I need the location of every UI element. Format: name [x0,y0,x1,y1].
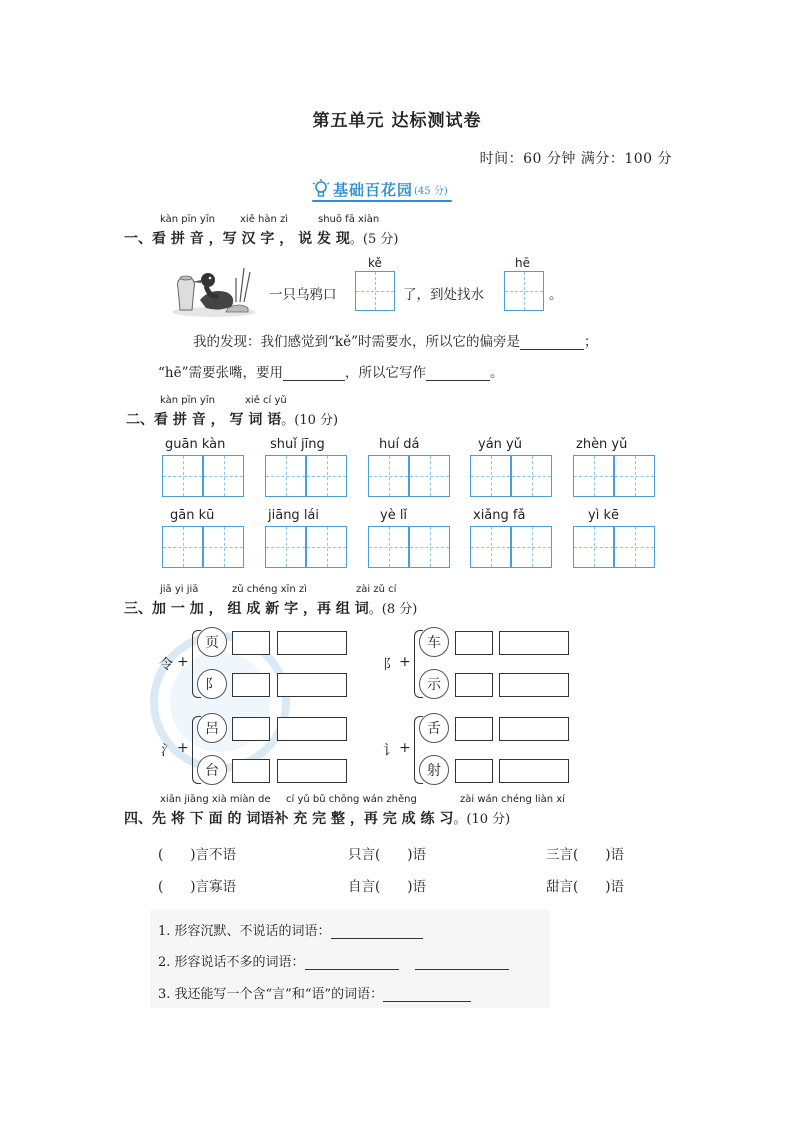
q3-pinyin-1: jiā yi jiā [160,584,199,595]
q1-finding-line-2 [158,361,504,381]
q4-heading [124,808,510,828]
q3-new-char-box[interactable] [232,759,270,783]
q4-idiom-item[interactable]: ( )言寡语 [158,879,237,895]
q1-sentence-b: 了，到处找水 [403,287,484,303]
q1-score: 。(5 分) [349,232,399,247]
banner-title: 基础百花园 [333,180,414,199]
q4-exercise-1-text: 1. 形容沉默、不说话的词语： [158,924,331,939]
q1-pinyin-2: xiě hàn zì [240,214,289,225]
q4-exercise-3-text: 3. 我还能写一个含“言”和“语”的词语： [158,987,384,1002]
q2-word-pinyin: zhèn yǔ [576,437,628,452]
q3-new-char-box[interactable] [232,631,270,655]
q3-text: 加 一 加 ， 组 成 新 字 ，再 组 词 [152,601,369,617]
q2-word-grid[interactable] [265,455,347,497]
q1-pinyin-ke: kě [368,256,382,270]
q3-part-char: 射 [419,755,449,785]
q3-word-box[interactable] [499,673,569,697]
q3-pinyin-2: zǔ chéng xīn zì [232,584,307,595]
q1-finding-2b: ，所以它写作 [345,365,426,381]
lightbulb-icon [312,179,330,199]
page-title: 第五单元 达标测试卷 [312,111,482,131]
q3-new-char-box[interactable] [455,631,493,655]
q3-part-char: 台 [197,755,227,785]
q2-word-pinyin: yè lǐ [380,508,408,523]
section-banner [312,178,448,200]
q3-score: 。(8 分) [368,602,418,617]
q3-new-char-box[interactable] [455,717,493,741]
q3-pinyin-3: zài zǔ cí [356,584,397,595]
q2-text: 看 拼 音 ， 写 词 语 [154,412,282,428]
q1-pinyin-3: shuō fā xiàn [318,214,380,225]
crow-pitcher-illustration [170,258,258,318]
q3-part-char: 阝 [197,669,227,699]
q1-finding-2c: 。 [490,365,504,381]
q2-word-grid[interactable] [162,455,244,497]
q3-word-box[interactable] [499,631,569,655]
q4-pinyin-3: zài wán chéng liàn xí [460,794,565,805]
q1-write-box-ke[interactable] [355,271,395,311]
q3-word-box[interactable] [277,759,347,783]
q3-word-box[interactable] [277,717,347,741]
plus-sign: + [177,654,189,670]
q1-finding-2a: “hē”需要张嘴，要用 [158,365,283,381]
q4-pinyin-2: cí yǔ bǔ chōng wán zhěng [286,794,417,805]
q2-word-grid[interactable] [573,526,655,568]
q1-pinyin-he: hē [515,256,530,270]
q2-heading [126,409,338,429]
q3-part-char: 车 [419,627,449,657]
q1-blank-radical[interactable] [520,335,584,350]
q3-part-char: 呂 [197,713,227,743]
q4-text: 先 将 下 面 的 词语补 充 完 整 ，再 完 成 练 习 [152,811,454,827]
q2-word-pinyin: guān kàn [165,437,226,452]
q3-root-char: 阝 [383,657,397,673]
q4-idiom-item[interactable]: ( )言不语 [158,847,237,863]
q3-word-box[interactable] [499,759,569,783]
q3-root-char: 令 [159,657,173,673]
q2-score: 。(10 分) [281,413,339,428]
q4-blank-3[interactable] [383,987,471,1002]
q1-finding-1-text: 我的发现：我们感觉到“kě”时需要水，所以它的偏旁是 [193,334,520,350]
q3-new-char-box[interactable] [455,759,493,783]
q3-new-char-box[interactable] [232,717,270,741]
q2-word-grid[interactable] [265,526,347,568]
q2-word-pinyin: yán yǔ [478,437,522,452]
q1-sentence-end: 。 [549,287,563,303]
banner-score: (45 分) [414,185,448,197]
q2-pinyin-1: kàn pīn yīn [160,395,215,406]
q4-score: 。(10 分) [453,812,511,827]
q4-number: 四、 [124,811,152,827]
q3-new-char-box[interactable] [232,673,270,697]
q1-heading [124,228,398,248]
q2-word-pinyin: jiāng lái [268,508,320,523]
q1-sentence-a: 一只乌鸦口 [269,287,337,303]
q1-write-box-he[interactable] [504,271,544,311]
q2-word-pinyin: xiǎng fǎ [473,508,526,523]
q3-part-char: 舌 [419,713,449,743]
q4-exercise-2-text: 2. 形容说话不多的词语： [158,955,305,970]
q2-word-grid[interactable] [573,455,655,497]
q1-blank-mouth[interactable] [283,366,345,381]
q4-idiom-item[interactable]: 自言( )语 [348,879,427,895]
q4-exercise-2 [158,951,509,970]
banner-underline [312,200,452,202]
exam-meta: 时间：60 分钟 满分：100 分 [479,151,672,167]
q1-finding-1-end: ； [583,334,598,350]
q3-root-char: 氵 [161,743,175,759]
q1-pinyin-1: kàn pīn yīn [160,214,215,225]
q2-word-pinyin: huí dá [379,437,420,452]
plus-sign: + [399,654,411,670]
q4-idiom-item[interactable]: 三言( )语 [546,847,625,863]
q3-word-box[interactable] [499,717,569,741]
q3-part-char: 页 [197,627,227,657]
q4-exercise-3 [158,983,471,1002]
q2-word-grid[interactable] [162,526,244,568]
q3-number: 三、 [124,601,152,617]
q2-word-pinyin: yì kē [588,508,619,523]
q1-text: 看 拼 音 ，写 汉 字 ， 说 发 现 [152,231,350,247]
q1-number: 一、 [124,231,152,247]
plus-sign: + [177,740,189,756]
plus-sign: + [399,740,411,756]
q1-blank-written[interactable] [426,366,490,381]
q2-word-pinyin: gān kū [170,508,215,523]
q4-blank-2b[interactable] [415,955,509,970]
q1-finding-line-1 [193,330,597,350]
q2-number: 二、 [126,412,154,428]
q2-word-grid[interactable] [368,455,450,497]
q3-word-box[interactable] [277,673,347,697]
q3-word-box[interactable] [277,631,347,655]
q3-root-char: 讠 [383,743,397,759]
q3-new-char-box[interactable] [455,673,493,697]
q2-word-grid[interactable] [470,526,552,568]
q2-pinyin-2: xiě cí yǔ [245,395,287,406]
q3-heading [124,598,417,618]
q4-exercise-1 [158,920,423,939]
q4-blank-2a[interactable] [305,955,399,970]
q2-word-grid[interactable] [368,526,450,568]
q2-word-pinyin: shuǐ jīng [270,437,325,452]
q3-part-char: 示 [419,669,449,699]
q4-pinyin-1: xiān jiāng xià miàn de [160,794,271,805]
q4-blank-1[interactable] [331,924,423,939]
q4-idiom-item[interactable]: 只言( )语 [348,847,427,863]
q4-idiom-item[interactable]: 甜言( )语 [546,879,625,895]
q2-word-grid[interactable] [470,455,552,497]
